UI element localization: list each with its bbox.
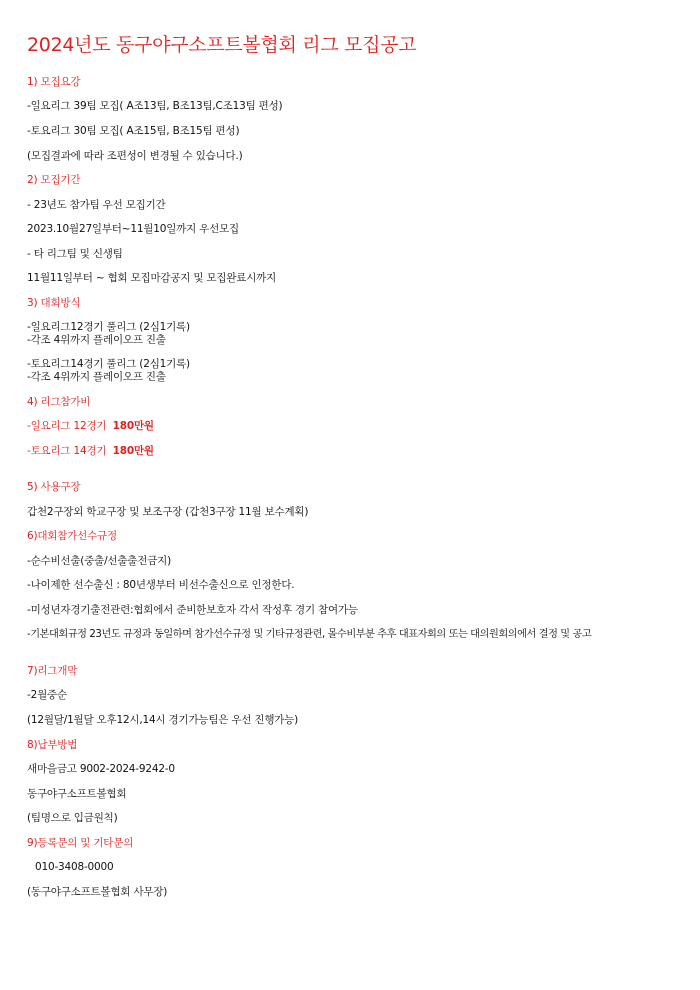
section-heading-contact: 9)등록문의 및 기타문의 [27,837,134,849]
format-line-2: -각조 4위까지 플레이오프 진출 [27,334,166,346]
player-rule-line-1: -순수비선출(중출/선출출전금지) [27,555,171,567]
section-heading-period: 2) 모집기간 [27,174,81,186]
section-heading-opening: 7)리그개막 [27,665,78,677]
player-rule-line-3: -미성년자경기출전관련:협회에서 준비한보호자 각서 작성후 경기 참여가능 [27,604,358,616]
contact-phone-line: 010-3408-0000 [35,861,114,873]
recruitment-sunday-line: -일요리그 39팀 모집( A조13팀, B조13팀,C조13팀 편성) [27,100,283,112]
player-rule-line-2: -나이제한 선수출신 : 80년생부터 비선수출신으로 인정한다. [27,579,295,591]
fee-saturday-label: -토요리그 14경기 [27,445,107,457]
payment-account-line: 새마을금고 9002-2024-9242-0 [27,763,175,775]
payment-note-line: (팀명으로 입금원칙) [27,812,118,824]
format-line-1: -일요리그12경기 풀리그 (2심1기록) [27,321,190,333]
format-line-4: -각조 4위까지 플레이오프 진출 [27,371,166,383]
opening-line-2: (12월달/1월달 오후12시,14시 경기가능팀은 우선 진행가능) [27,714,299,726]
fee-line-saturday [27,445,154,458]
fee-saturday-amount: 180만원 [112,445,154,457]
section-heading-player-rules: 6)대회참가선수규정 [27,530,117,542]
payment-holder-line: 동구야구소프트볼협회 [27,788,127,800]
page-title: 2024년도 동구야구소프트볼협회 리그 모집공고 [27,34,417,56]
section-heading-format: 3) 대회방식 [27,297,81,309]
section-heading-venue: 5) 사용구장 [27,481,81,493]
contact-office-line: (동구야구소프트볼협회 사무장) [27,886,168,898]
section-heading-payment: 8)납부방법 [27,739,78,751]
section-heading-fee: 4) 리그참가비 [27,396,91,408]
section-heading-recruitment: 1) 모집요강 [27,76,81,88]
fee-sunday-amount: 180만원 [112,420,154,432]
opening-line-1: -2월중순 [27,689,67,701]
player-rule-line-4: -기본대회규정 23년도 규정과 동일하며 참가선수규정 및 기타규정관련, 몰수비부분 추후 대표자회의 또는 대의원회의에서 결정 및 공고 [27,629,592,640]
period-line-3: - 타 리그팀 및 신생팀 [27,248,123,260]
recruitment-saturday-line: -토요리그 30팀 모집( A조15팀, B조15팀 편성) [27,125,240,137]
format-line-3: -토요리그14경기 풀리그 (2심1기록) [27,358,190,370]
recruitment-note-line: (모집결과에 따라 조편성이 변경될 수 있습니다.) [27,150,243,162]
venue-line: 갑천2구장외 학교구장 및 보조구장 (갑천3구장 11월 보수계획) [27,506,309,518]
period-line-1: - 23년도 참가팀 우선 모집기간 [27,199,166,211]
period-line-2: 2023.10월27일부터~11월10일까지 우선모집 [27,223,239,235]
period-line-4: 11월11일부터 ~ 협회 모집마감공지 및 모집완료시까지 [27,272,277,284]
fee-sunday-label: -일요리그 12경기 [27,420,107,432]
fee-line-sunday [27,420,154,433]
